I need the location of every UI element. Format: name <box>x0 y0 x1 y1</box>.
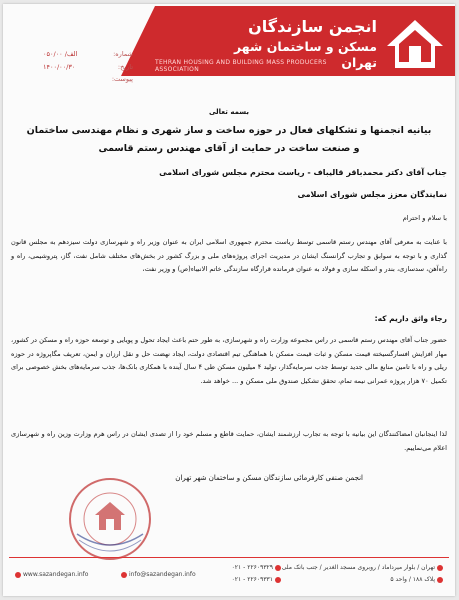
phone-icon <box>275 565 281 571</box>
org-subtitle: مسکن و ساختمان شهر تهران <box>234 39 377 70</box>
footer-email[interactable]: info@sazandegan.info <box>119 571 196 578</box>
number-value: الف/ ۰۵۰/۰۰ <box>43 50 78 58</box>
attachment-label: پیوست: <box>111 75 133 83</box>
fax-icon <box>275 577 281 583</box>
recipient-1: جناب آقای دکتر محمدباقر قالیباف - ریاست محترم مجلس شورای اسلامی <box>159 168 447 177</box>
house-logo-icon <box>381 16 449 72</box>
location-icon <box>437 565 443 571</box>
paragraph-3: لذا اینجانبان امضاکنندگان این بیانیه با توجه به تجارب ارزشمند ایشان، حمایت قاطع و مسلم خود را از تصدی ایشان در راس هرم وزارت وزین راه و شهرسازی اعلام می‌نماییم. <box>11 430 447 452</box>
recipient-2: نمایندگان معزز مجلس شورای اسلامی <box>297 190 447 199</box>
greeting: با سلام و احترام <box>402 214 447 222</box>
date-label: تاریخ: <box>117 62 133 71</box>
email-icon <box>121 572 127 578</box>
date-value: ۱۴۰۰/۰۰/۳۰ <box>43 62 76 71</box>
org-latin-name: TEHRAN HOUSING AND BUILDING MASS PRODUCERS ASSOCIATION <box>155 59 327 73</box>
footer-plaque: پلاک ۱۸۸ / واحد ۵ <box>390 576 445 583</box>
footer-divider <box>9 557 449 558</box>
subheading: رجاء واثق داریم که: <box>374 314 447 323</box>
letter-title: بیانیه انجمنها و تشکلهای فعال در حوزه ساخت و ساز شهری و نظام مهندسی ساختمان و صنعت ساخت در حمایت از آقای مهندس رستم قاسمی <box>26 125 432 154</box>
globe-icon <box>15 572 21 578</box>
paragraph-2: حضور جناب آقای مهندس رستم قاسمی در راس مجموعه وزارت راه و شهرسازی، به طور حتم باعث ایجاد تحول و پویایی و توسعه حوزه راه و مسکن در کشور، مهار افزایش افسارگسیخته قیمت مسکن و ثبات قیمت مسکن با هماهنگی تیم اقتصادی دولت، ایجاد نهضت حل و نقل ارزان و ایمن، تعریف مگاپروژه در حوزه ریلی و راه با تامین منابع مالی جدید توسط جذب سرمایه‌گذار، تولید ۴ میلیون مسکن طی ۴ سال آینده با همکاری بانک‌ها، جذب سرمایه‌های بخش خصوصی برای تکمیل ۷۰ هزار پروژه عمرانی نیمه تمام، تحقق تشکیل صندوق ملی مسکن و ... خواهد شد. <box>11 336 447 385</box>
signature-line: انجمن صنفی کارفرمائی سازندگان مسکن و ساختمان شهر تهران <box>175 474 363 482</box>
basmala: بسمه تعالی <box>208 108 250 116</box>
letter-page <box>3 4 455 596</box>
building-icon <box>437 577 443 583</box>
number-label: شماره: <box>113 50 133 58</box>
footer-phone: ۲۲۶۰۹۳۲۹ - ۰۲۱ <box>232 564 283 571</box>
association-stamp-icon <box>65 474 155 564</box>
org-title: انجمن سازندگان <box>248 17 377 36</box>
footer-fax: ۲۲۶۰۹۳۳۱ - ۰۲۱ <box>232 576 283 583</box>
paragraph-1: با عنایت به معرفی آقای مهندس رستم قاسمی توسط ریاست محترم جمهوری اسلامی ایران به عنوان وزیر راه و شهرسازی دولت سیزدهم به مجلس قانون گذاری و با توجه به سوابق و تجارب گرانسنگ ایشان در مدیریت اجرای پروژه‌های ملی و بزرگ کشور در بخش‌های مختلف شامل نفت، گاز، پتروشیمی، راه و راه‌آهن، سدسازی، بندر و اسکله سازی و فولاد به عنوان فرمانده قرارگاه سازندگی خاتم الانبیاء(ص) و وزیر نفت، <box>11 238 447 274</box>
letter-meta <box>43 48 133 86</box>
footer-website[interactable]: www.sazandegan.info <box>13 571 88 578</box>
footer-address: تهران / بلوار میرداماد / روبروی مسجد الغدیر / جنب بانک ملی <box>282 564 445 571</box>
header-band <box>155 6 455 76</box>
